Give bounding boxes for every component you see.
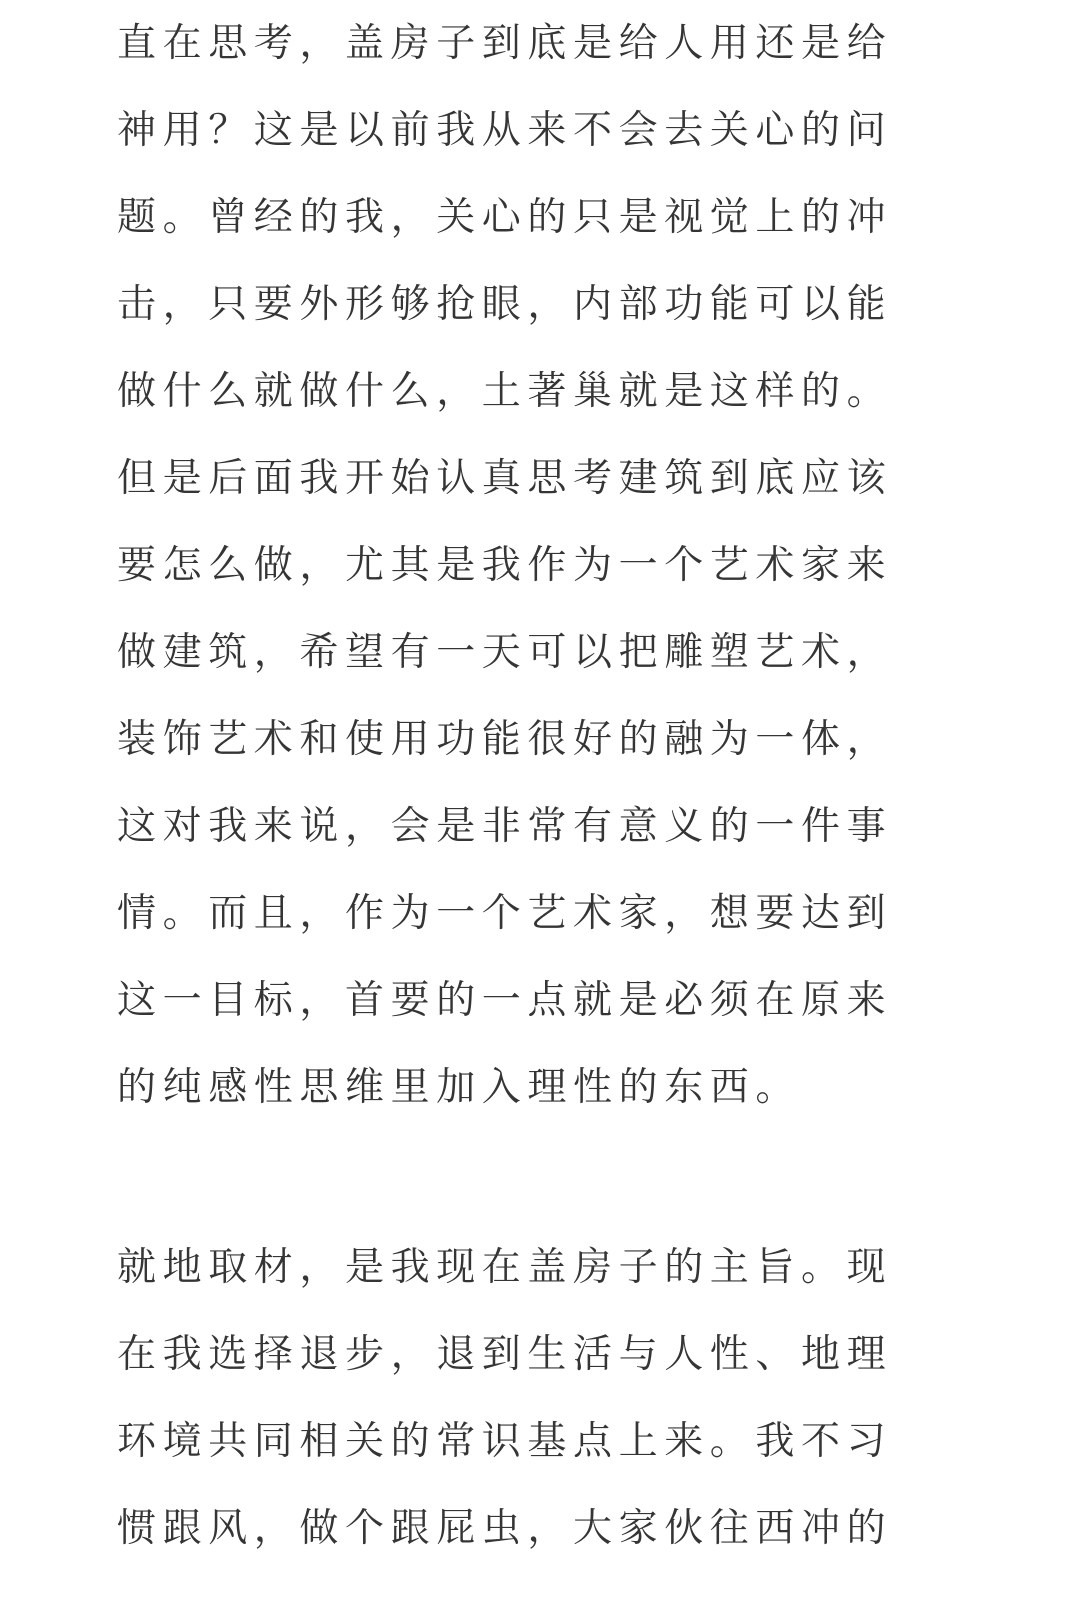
- text-line: 神用？这是以前我从来不会去关心的问: [117, 108, 893, 153]
- text-line: 这对我来说，会是非常有意义的一件事: [117, 804, 893, 849]
- text-line: 做建筑，希望有一天可以把雕塑艺术，: [117, 630, 893, 675]
- text-line: 做什么就做什么，土著巢就是这样的。: [117, 369, 893, 414]
- paragraph-2: [117, 1224, 917, 1572]
- paragraph-1: [117, 0, 917, 1131]
- text-line: 环境共同相关的常识基点上来。我不习: [117, 1419, 893, 1464]
- text-line: 要怎么做，尤其是我作为一个艺术家来: [117, 543, 893, 588]
- text-line: 这一目标，首要的一点就是必须在原来: [117, 978, 893, 1023]
- text-line: 情。而且，作为一个艺术家，想要达到: [117, 891, 893, 936]
- text-line: 击，只要外形够抢眼，内部功能可以能: [117, 282, 893, 327]
- text-line: 直在思考，盖房子到底是给人用还是给: [117, 21, 893, 66]
- text-line: 惯跟风，做个跟屁虫，大家伙往西冲的: [117, 1506, 893, 1551]
- text-line: 的纯感性思维里加入理性的东西。: [117, 1065, 802, 1110]
- text-line: 就地取材，是我现在盖房子的主旨。现: [117, 1245, 893, 1290]
- text-line: 装饰艺术和使用功能很好的融为一体，: [117, 717, 893, 762]
- text-line: 题。曾经的我，关心的只是视觉上的冲: [117, 195, 893, 240]
- text-line: 但是后面我开始认真思考建筑到底应该: [117, 456, 893, 501]
- text-line: 在我选择退步，退到生活与人性、地理: [117, 1332, 893, 1377]
